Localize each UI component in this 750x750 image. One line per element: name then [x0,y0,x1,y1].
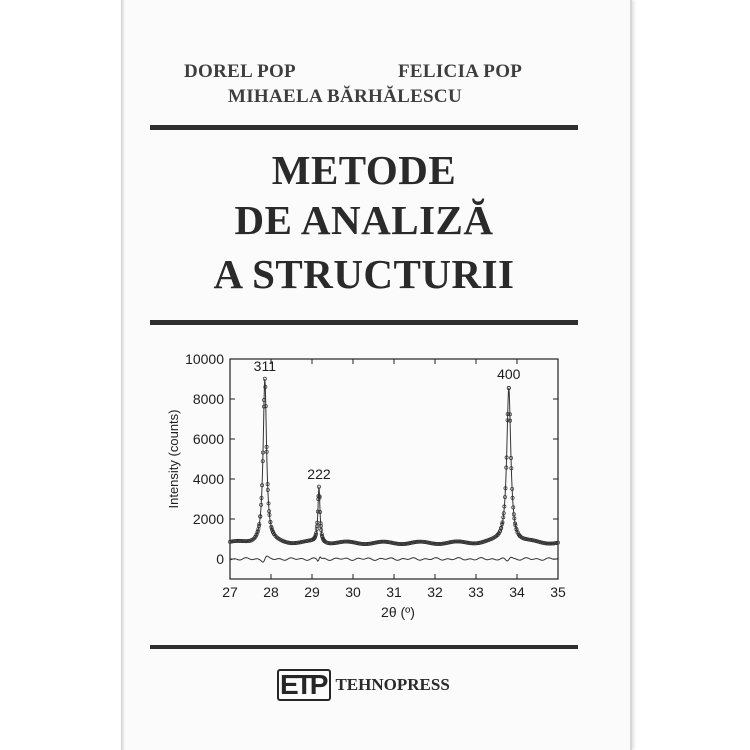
book-title-line: METODE [271,147,457,193]
publisher-logo-mark: ETP [277,669,331,701]
series-calculated-line [230,379,558,544]
x-tick-label: 34 [509,584,525,600]
y-tick-label: 0 [216,551,224,567]
author-name: DOREL POP [184,61,296,82]
y-tick-label: 4000 [192,471,224,487]
y-tick-label: 2000 [192,511,224,527]
y-tick-label: 10000 [185,351,224,367]
x-tick-label: 27 [222,584,238,600]
y-tick-label: 6000 [192,431,224,447]
peak-label: 222 [307,466,331,482]
book-title-line: DE ANALIZĂ [234,197,494,243]
xrd-chart [155,343,575,633]
series-difference-line [230,556,558,562]
spine-shadow [121,0,125,750]
peak-label: 400 [497,366,521,382]
peak-label: 311 [253,358,277,374]
x-tick-label: 28 [263,584,279,600]
divider-rule [150,125,578,130]
author-name: FELICIA POP [398,61,523,82]
book-title-line: A STRUCTURII [213,251,515,297]
x-tick-label: 35 [550,584,566,600]
publisher-logo [277,668,450,702]
x-tick-label: 32 [427,584,443,600]
divider-rule [150,645,578,649]
publisher-name: TEHNOPRESS [335,675,450,694]
divider-rule [150,320,578,325]
author-name: MIHAELA BĂRHĂLESCU [228,86,462,107]
y-tick-label: 8000 [192,391,224,407]
x-tick-label: 31 [386,584,402,600]
x-axis-label: 2θ (º) [381,604,415,620]
y-axis-label: Intensity (counts) [166,409,181,509]
x-tick-label: 30 [345,584,361,600]
x-tick-label: 33 [468,584,484,600]
x-tick-label: 29 [304,584,320,600]
